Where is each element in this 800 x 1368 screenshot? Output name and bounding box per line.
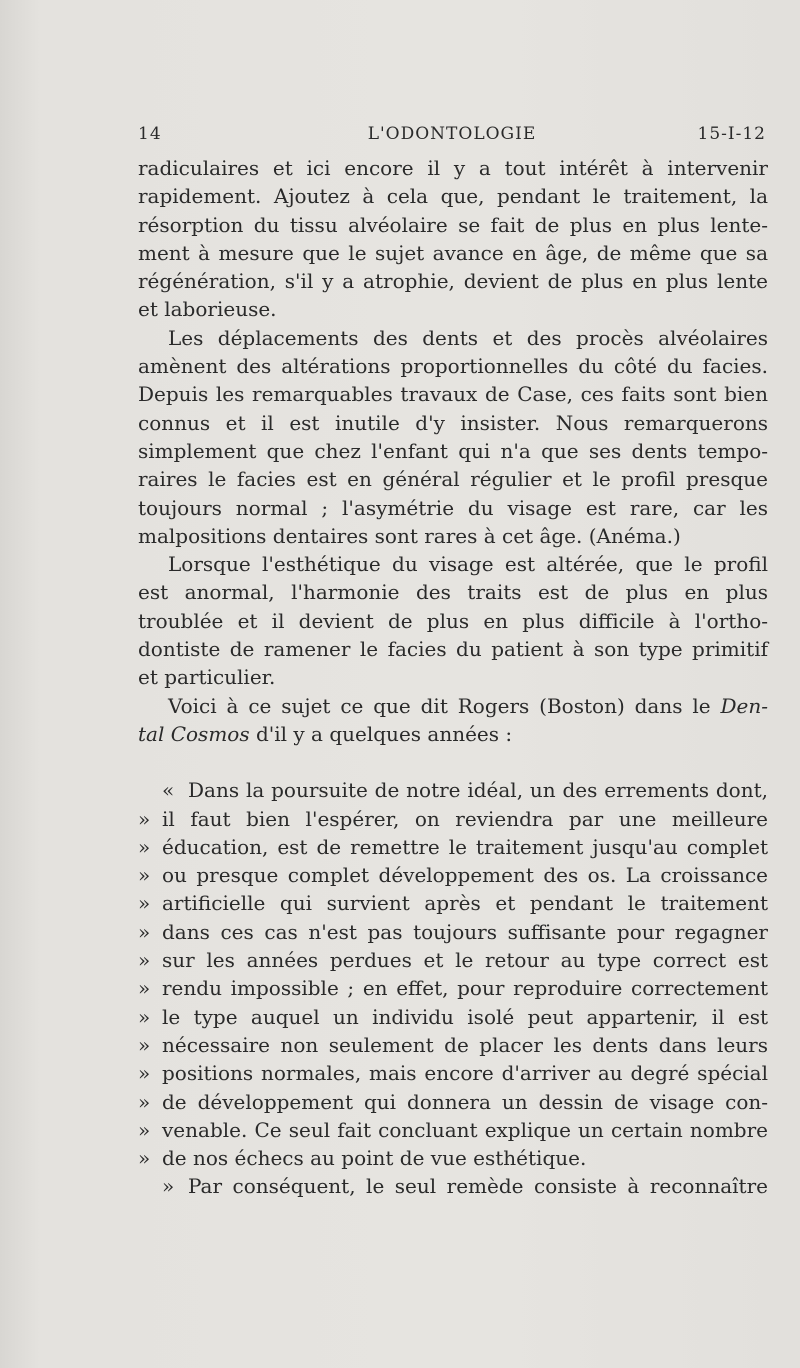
- quote-mark: »: [138, 1032, 151, 1057]
- running-header: [138, 124, 766, 150]
- quote-mark: »: [138, 1004, 151, 1029]
- quote-text: nécessaire non seulement de placer les dents dans leurs: [162, 1032, 768, 1057]
- quote-mark: »: [138, 891, 151, 916]
- text-line: [138, 720, 768, 748]
- quote-text: positions normales, mais encore d'arriver au degré spécial: [162, 1061, 768, 1086]
- text-line: troublée et il devient de plus en plus difficile à l'ortho-: [138, 608, 768, 633]
- quote-line: [138, 918, 768, 946]
- quote-text: Par conséquent, le seul remède consiste à reconnaître: [188, 1174, 768, 1199]
- quote-line: [138, 1031, 768, 1059]
- quote-text: sur les années perdues et le retour au type correct est: [162, 948, 768, 973]
- quote-line: [138, 1116, 768, 1144]
- paragraph-4: [138, 692, 768, 749]
- quote-line: [138, 833, 768, 861]
- quote-mark: »: [138, 919, 151, 944]
- italic-title: Den-: [720, 693, 768, 718]
- quote-mark: »: [138, 806, 151, 831]
- quote-text: rendu impossible ; en effet, pour reproduire correctement: [162, 976, 768, 1001]
- quote-line: [138, 1059, 768, 1087]
- paragraph-1: [138, 154, 768, 324]
- issue-date: 15-I-12: [697, 124, 766, 144]
- text-line: rapidement. Ajoutez à cela que, pendant le traitement, la: [138, 184, 768, 209]
- quote-line: [138, 946, 768, 974]
- text-line: malpositions dentaires sont rares à cet âge. (Anéma.): [138, 523, 681, 548]
- quote-mark: »: [138, 834, 151, 859]
- quote-mark: »: [138, 1061, 151, 1086]
- italic-title: tal Cosmos: [138, 721, 250, 746]
- quote-text: de nos échecs au point de vue esthétique.: [162, 1146, 587, 1171]
- quote-line: [138, 805, 768, 833]
- text-line: raires le facies est en général régulier et le profil presque: [138, 467, 768, 492]
- quote-text: dans ces cas n'est pas toujours suffisante pour regagner: [162, 919, 768, 944]
- text-line: connus et il est inutile d'y insister. Nous remarquerons: [138, 410, 768, 435]
- quote-mark: »: [162, 1174, 175, 1199]
- quote-text: il faut bien l'espérer, on reviendra par une meilleure: [162, 806, 768, 831]
- text-line: toujours normal ; l'asymétrie du visage est rare, car les: [138, 495, 768, 520]
- quote-text: de développement qui donnera un dessin de visage con-: [162, 1089, 768, 1114]
- text-line: et laborieuse.: [138, 297, 277, 322]
- body-text: [138, 154, 768, 1201]
- quote-text: le type auquel un individu isolé peut appartenir, il est: [162, 1004, 768, 1029]
- open-quote-mark: «: [162, 778, 175, 803]
- text-line: dontiste de ramener le facies du patient à son type primitif: [138, 637, 768, 662]
- text-line: résorption du tissu alvéolaire se fait de plus en plus lente-: [138, 212, 768, 237]
- quote-line: [138, 1088, 768, 1116]
- text-line: Lorsque l'esthétique du visage est altérée, que le profil: [168, 552, 768, 577]
- text-line: Depuis les remarquables travaux de Case, ces faits sont bien: [138, 382, 768, 407]
- quote-text: venable. Ce seul fait concluant explique un certain nombre: [162, 1117, 768, 1142]
- text-line: ment à mesure que le sujet avance en âge, de même que sa: [138, 240, 768, 265]
- quote-text: artificielle qui survient après et pendant le traitement: [162, 891, 768, 916]
- block-quote: [138, 776, 768, 1200]
- page-number: 14: [138, 124, 162, 144]
- text-line: simplement que chez l'enfant qui n'a que ses dents tempo-: [138, 438, 768, 463]
- quote-line: [138, 776, 768, 804]
- quote-line: [138, 861, 768, 889]
- quote-mark: »: [138, 1117, 151, 1142]
- quote-text: éducation, est de remettre le traitement jusqu'au complet: [162, 834, 768, 859]
- quote-mark: »: [138, 1089, 151, 1114]
- text-line: [138, 692, 768, 720]
- quote-line: [138, 1144, 768, 1172]
- text-line: et particulier.: [138, 665, 276, 690]
- quote-line: [138, 1003, 768, 1031]
- text-line: est anormal, l'harmonie des traits est de plus en plus: [138, 580, 768, 605]
- quote-mark: »: [138, 863, 151, 888]
- quote-mark: »: [138, 948, 151, 973]
- quote-line: [138, 1172, 768, 1200]
- text-run: d'il y a quelques années :: [249, 721, 513, 746]
- quote-text: ou presque complet développement des os. La croissance: [162, 863, 768, 888]
- quote-mark: »: [138, 1146, 151, 1171]
- text-run: Voici à ce sujet ce que dit Rogers (Boston) dans le: [168, 693, 721, 718]
- text-line: amènent des altérations proportionnelles du côté du facies.: [138, 354, 768, 379]
- quote-line: [138, 974, 768, 1002]
- paragraph-3: [138, 550, 768, 691]
- journal-title: L'ODONTOLOGIE: [367, 124, 537, 144]
- text-line: radiculaires et ici encore il y a tout intérêt à intervenir: [138, 156, 768, 180]
- quote-line: [138, 889, 768, 917]
- paragraph-2: [138, 324, 768, 550]
- quote-text: Dans la poursuite de notre idéal, un des errements dont,: [188, 778, 768, 803]
- quote-mark: »: [138, 976, 151, 1001]
- text-line: Les déplacements des dents et des procès alvéolaires: [168, 325, 768, 350]
- text-line: régénération, s'il y a atrophie, devient de plus en plus lente: [138, 269, 768, 294]
